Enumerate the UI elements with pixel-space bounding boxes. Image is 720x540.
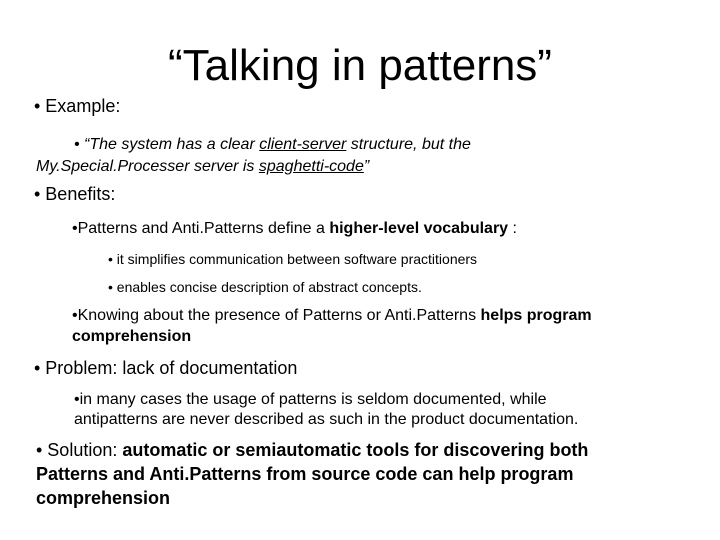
- example-quote-line2: [36, 156, 656, 177]
- benefits-item-knowing: [72, 305, 702, 326]
- solution-bold-text: automatic or semiautomatic tools for discovering both: [122, 440, 589, 460]
- problem-line1: •in many cases the usage of patterns is seldom documented, while: [74, 391, 547, 408]
- quote-underlined-term: spaghetti-code: [258, 158, 364, 175]
- benefits-item-knowing-line2: comprehension: [72, 328, 192, 345]
- solution-label: • Solution:: [36, 440, 123, 460]
- quote-text: My.Special.Processer server is: [36, 158, 259, 175]
- problem-heading: • Problem: lack of documentation: [34, 358, 298, 378]
- solution-line2: Patterns and Anti.Patterns from source code can help program: [36, 464, 574, 484]
- item-text: •Patterns and Anti.Patterns define a: [72, 220, 330, 237]
- item-bold-text: helps program: [480, 307, 592, 324]
- example-heading: • Example:: [34, 96, 121, 116]
- solution-line1: [36, 439, 706, 462]
- bullet: •: [74, 136, 85, 153]
- quote-text: ”: [363, 158, 370, 175]
- slide-title: “Talking in patterns”: [168, 41, 552, 90]
- benefits-item-vocabulary: [72, 218, 517, 239]
- benefits-subitem-description: • enables concise description of abstract concepts.: [108, 279, 422, 295]
- item-bold-text: higher-level vocabulary: [329, 220, 509, 237]
- quote-underlined-term: client-server: [259, 136, 347, 153]
- problem-line2: antipatterns are never described as such in the product documentation.: [74, 411, 579, 428]
- solution-line3: comprehension: [36, 488, 171, 508]
- benefits-subitem-communication: • it simplifies communication between software practitioners: [108, 251, 478, 267]
- item-text: •Knowing about the presence of Patterns or Anti.Patterns: [72, 307, 481, 324]
- example-quote: [74, 134, 694, 155]
- item-text: :: [508, 220, 517, 237]
- quote-text: “The system has a clear: [84, 136, 260, 153]
- quote-text: structure, but the: [346, 136, 471, 153]
- benefits-heading: • Benefits:: [34, 184, 116, 204]
